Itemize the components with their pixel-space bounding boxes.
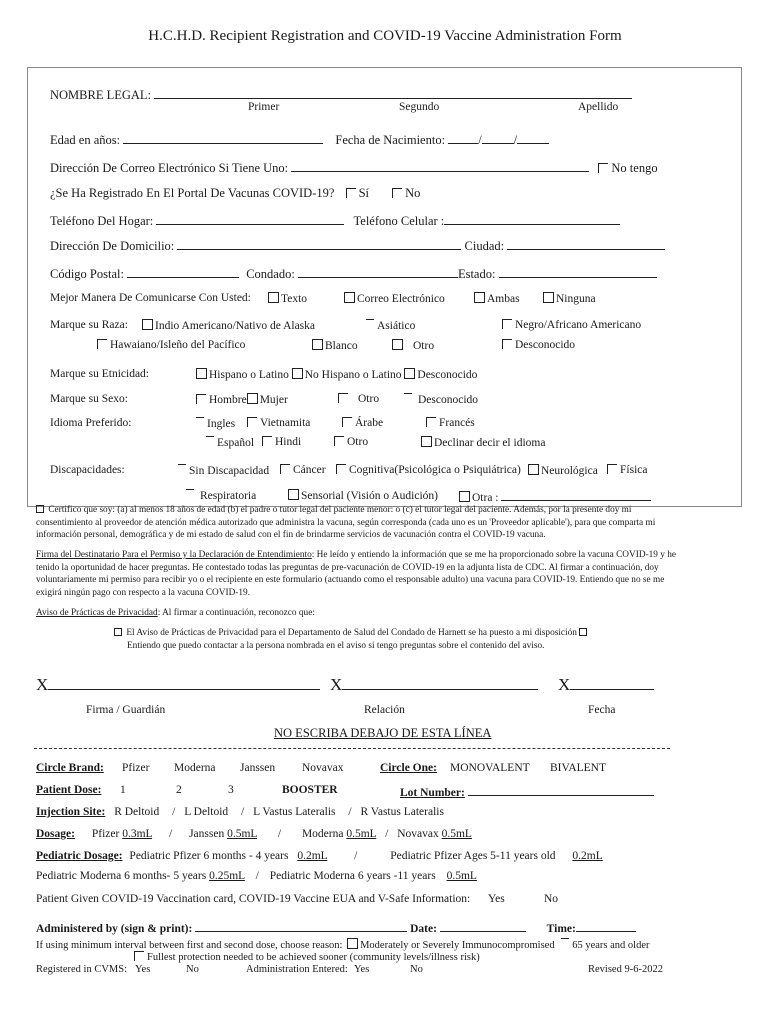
brand-row: [36, 762, 104, 774]
patient-dose-label: Patient Dose:: [36, 784, 102, 796]
fullest-checkbox[interactable]: [134, 951, 144, 961]
estado-label: Estado:: [457, 267, 496, 281]
relacion-sign-line[interactable]: [330, 675, 538, 695]
ninguna-option[interactable]: [543, 292, 596, 305]
revised-date: Revised 9-6-2022: [588, 964, 663, 975]
discapacidades-label: Discapacidades:: [50, 464, 125, 476]
vietnamita-option[interactable]: [247, 417, 310, 429]
correo-field[interactable]: [291, 159, 589, 172]
site-r-deltoid[interactable]: R Deltoid: [114, 806, 160, 818]
fecha-x: X: [558, 675, 571, 694]
espanol-label: Español: [217, 437, 255, 449]
otro-raza-option[interactable]: [392, 339, 434, 352]
ciudad-field[interactable]: [507, 237, 665, 250]
fecha-ano-field[interactable]: [517, 131, 549, 144]
desconocido-raza-checkbox[interactable]: [502, 339, 512, 349]
sin-disc-checkbox[interactable]: [178, 464, 186, 465]
administered-row: [36, 920, 636, 935]
indio-checkbox[interactable]: [142, 319, 153, 330]
pediatric-dosage-label: Pediatric Dosage:: [36, 850, 123, 862]
cognitiva-label: Cognitiva(Psicológica o Psiquiátrica): [349, 464, 521, 476]
edad-label: Edad en años:: [50, 133, 121, 147]
comunicarse-label: Mejor Manera De Comunicarse Con Usted:: [50, 292, 251, 304]
condado-label: Condado:: [246, 267, 295, 281]
espanol-option[interactable]: [206, 436, 254, 449]
fisica-checkbox[interactable]: [607, 464, 617, 474]
desconocido-sexo-label: Desconocido: [418, 394, 479, 406]
hispano-checkbox[interactable]: [196, 368, 207, 379]
firma-label: Firma / Guardián: [86, 704, 166, 716]
si-checkbox[interactable]: [346, 188, 356, 198]
no-hispano-label: No Hispano o Latino: [304, 369, 402, 381]
circle-brand-label: Circle Brand:: [36, 762, 104, 774]
cancer-label: Cáncer: [293, 464, 326, 476]
dosage-pfizer-ml[interactable]: 0.3mL: [122, 828, 153, 840]
otro-raza-label: Otro: [413, 340, 435, 352]
desconocido-etn-label: Desconocido: [417, 369, 478, 381]
dose-3[interactable]: 3: [228, 784, 234, 796]
mujer-label: Mujer: [259, 394, 288, 406]
site-l-deltoid[interactable]: L Deltoid: [184, 806, 229, 818]
divider-dashed-line: [34, 748, 670, 749]
lot-row: [400, 784, 654, 799]
correo-label: Dirección De Correo Electrónico Si Tiene Uno:: [50, 161, 289, 175]
ninguna-checkbox[interactable]: [543, 292, 554, 303]
indio-option[interactable]: [142, 319, 315, 332]
site-sep-2: /: [241, 806, 245, 818]
fisica-label: Física: [620, 464, 648, 476]
hindi-label: Hindi: [275, 436, 302, 448]
firma-paragraph: [36, 549, 680, 599]
negro-label: Negro/Africano Americano: [515, 319, 642, 331]
fecha-slash-1: /: [478, 133, 482, 147]
segundo-label: Segundo: [399, 101, 440, 113]
firma-sign-line[interactable]: [36, 675, 320, 695]
registered-yes[interactable]: Yes: [135, 964, 151, 975]
domicilio-label: Dirección De Domicilio:: [50, 239, 175, 253]
firma-text: : He leído y entiendo la información que se me ha proporcionado sobre la vacuna COVID-19 y he tenido la oportunidad de hacer preguntas. He contestado todas las preguntas de pre-vacunación de COVID-19 en la adjunta lista de CDC. Al firmar a continuación, doy voluntariamente mi permiso para recibir yo o el recipiente en este formulario (actuando como el responsable adulto) una vacuna para COVID-19. Entiendo que no se me exigirá ningún pago con respecto a la vacuna COVID-19.: [36, 550, 677, 598]
ped-moderna-6m-ml[interactable]: 0.25mL: [209, 870, 245, 882]
aviso-text: : Al firmar a continuación, reconozco que:: [157, 608, 315, 618]
blanco-checkbox[interactable]: [312, 339, 323, 350]
texto-label: Texto: [281, 293, 308, 305]
dose-2[interactable]: 2: [176, 784, 182, 796]
firma-heading: Firma del Destinatario Para el Permiso y la Declaración de Entendimiento: [36, 550, 312, 560]
tel-celular-field[interactable]: [444, 212, 620, 225]
ped-moderna-6y: Pediatric Moderna 6 years -11 years: [269, 870, 436, 882]
aviso-checkbox-2[interactable]: [579, 628, 587, 636]
texto-checkbox[interactable]: [268, 292, 279, 303]
lot-number-label: Lot Number:: [400, 787, 465, 799]
immuno-checkbox[interactable]: [347, 938, 358, 949]
years65-checkbox[interactable]: [561, 938, 569, 939]
cancer-option[interactable]: [280, 464, 326, 476]
cognitiva-option[interactable]: [336, 464, 521, 476]
date-label: Date:: [410, 923, 437, 935]
idioma-label: Idioma Preferido:: [50, 417, 132, 429]
asiatico-checkbox[interactable]: [366, 319, 374, 320]
asiatico-label: Asiático: [377, 320, 416, 332]
brand-moderna[interactable]: Moderna: [174, 762, 216, 774]
dosage-janssen-ml[interactable]: 0.5mL: [227, 828, 257, 840]
date-field[interactable]: [440, 920, 526, 932]
desconocido-raza-label: Desconocido: [515, 339, 576, 351]
estado-field[interactable]: [499, 265, 657, 278]
injection-site-row: [36, 806, 444, 818]
frances-checkbox[interactable]: [426, 417, 436, 427]
relacion-x: X: [330, 675, 343, 694]
no-hispano-checkbox[interactable]: [292, 368, 303, 379]
desconocido-sexo-checkbox[interactable]: [404, 393, 412, 394]
frances-option[interactable]: [426, 417, 475, 429]
sensorial-option[interactable]: [288, 489, 438, 502]
dosage-label: Dosage:: [36, 828, 75, 840]
correo-checkbox[interactable]: [344, 292, 355, 303]
hindi-checkbox[interactable]: [262, 436, 272, 446]
declinar-checkbox[interactable]: [421, 436, 432, 447]
respiratoria-label: Respiratoria: [200, 490, 257, 502]
blanco-label: Blanco: [325, 340, 358, 352]
fecha-mes-field[interactable]: [448, 131, 478, 144]
cancer-checkbox[interactable]: [280, 464, 290, 474]
otra-checkbox[interactable]: [459, 491, 470, 502]
etnicidad-label: Marque su Etnicidad:: [50, 368, 150, 380]
fecha-dia-field[interactable]: [482, 131, 514, 144]
ped-moderna-6y-ml[interactable]: 0.5mL: [446, 870, 477, 882]
fisica-option[interactable]: [607, 464, 647, 476]
no-tengo-label: No tengo: [611, 161, 658, 175]
cognitiva-checkbox[interactable]: [336, 464, 346, 474]
otro-idioma-checkbox[interactable]: [334, 436, 344, 446]
correo-option[interactable]: [344, 292, 445, 305]
ped-pfizer-5: Pediatric Pfizer Ages 5-11 years old: [390, 850, 556, 862]
fecha-field[interactable]: [570, 675, 654, 690]
admin-entered-no[interactable]: No: [410, 964, 423, 975]
ped-sep-1: /: [354, 850, 358, 862]
card-row: [36, 893, 470, 905]
aviso-checkbox[interactable]: [114, 628, 122, 636]
hombre-label: Hombre: [209, 394, 247, 406]
circle-one-label: Circle One:: [380, 762, 437, 774]
telefono-row: [50, 212, 620, 229]
texto-option[interactable]: [268, 292, 307, 305]
form-title: H.C.H.D. Recipient Registration and COVID-19 Vaccine Administration Form: [148, 28, 622, 44]
sin-disc-option[interactable]: [178, 464, 269, 477]
ninguna-label: Ninguna: [556, 293, 596, 305]
mujer-checkbox[interactable]: [247, 393, 258, 404]
tel-hogar-field[interactable]: [156, 212, 344, 225]
monovalent-option[interactable]: MONOVALENT: [450, 762, 530, 774]
dose-booster[interactable]: BOOSTER: [282, 784, 338, 796]
min-interval-row: [36, 938, 649, 951]
neurologica-option[interactable]: [528, 464, 598, 477]
sexo-label: Marque su Sexo:: [50, 393, 128, 405]
dosage-row: [36, 828, 472, 840]
years65-label: 65 years and older: [572, 940, 650, 951]
otro-idioma-label: Otro: [347, 436, 369, 448]
registrado-label: ¿Se Ha Registrado En El Portal De Vacunas COVID-19?: [50, 186, 335, 200]
card-no[interactable]: No: [544, 893, 559, 905]
certifico-paragraph: [36, 504, 680, 542]
aviso-item-text: El Aviso de Prácticas de Privacidad para el Departamento de Salud del Condado de Harnett se ha puesto a mi disposición: [126, 628, 577, 638]
respiratoria-option[interactable]: [186, 489, 256, 502]
no-label: No: [405, 186, 421, 200]
ambas-checkbox[interactable]: [474, 292, 485, 303]
desconocido-sexo-option[interactable]: [404, 393, 478, 406]
domicilio-field[interactable]: [177, 237, 461, 250]
desconocido-raza-option[interactable]: [502, 339, 575, 351]
registered-no[interactable]: No: [186, 964, 199, 975]
dosage-pfizer: Pfizer: [91, 828, 120, 840]
ped-moderna-6m: Pediatric Moderna 6 months- 5 years: [36, 870, 207, 882]
ped-sep-2: /: [255, 870, 259, 882]
blanco-option[interactable]: [312, 339, 358, 352]
nombre-field[interactable]: [154, 86, 632, 99]
dosage-novavax: Novavax: [397, 828, 439, 840]
no-checkbox[interactable]: [392, 188, 402, 198]
hawaiano-checkbox[interactable]: [97, 339, 107, 349]
aviso-item: [114, 627, 674, 652]
admin-entered-yes[interactable]: Yes: [354, 964, 370, 975]
admin-entered-label: Administration Entered:: [246, 964, 348, 975]
registered-label: Registered in CVMS:: [36, 964, 127, 975]
hombre-checkbox[interactable]: [196, 394, 206, 404]
site-l-vastus[interactable]: L Vastus Lateralis: [253, 806, 336, 818]
pediatric-row-2: [36, 870, 477, 882]
ingles-option[interactable]: [196, 417, 235, 430]
dosage-moderna: Moderna: [301, 828, 344, 840]
correo-option-label: Correo Electrónico: [357, 293, 445, 305]
espanol-checkbox[interactable]: [206, 436, 214, 437]
site-sep-1: /: [172, 806, 176, 818]
ingles-label: Ingles: [207, 418, 236, 430]
aviso-item2-text: Entiendo que puedo contactar a la persona nombrada en el aviso si tengo preguntas sobre el contenido del aviso.: [127, 640, 545, 651]
relacion-field[interactable]: [342, 675, 538, 690]
otra-field[interactable]: [501, 489, 651, 501]
dose-1[interactable]: 1: [120, 784, 126, 796]
declinar-option[interactable]: [421, 436, 545, 449]
negro-option[interactable]: [502, 319, 641, 331]
min-interval-label: If using minimum interval between first and second dose, choose reason:: [36, 940, 343, 951]
primer-label: Primer: [248, 101, 280, 113]
ingles-checkbox[interactable]: [196, 417, 204, 418]
ambas-option[interactable]: [474, 292, 520, 305]
ped-pfizer-6m-ml[interactable]: 0.2mL: [297, 850, 328, 862]
ambas-label: Ambas: [487, 293, 520, 305]
lot-number-field[interactable]: [468, 784, 654, 796]
bivalent-option[interactable]: BIVALENT: [550, 762, 607, 774]
administered-field[interactable]: [195, 920, 407, 932]
fecha-slash-2: /: [513, 133, 518, 147]
codigo-row: [50, 265, 657, 282]
no-tengo-checkbox[interactable]: [598, 163, 608, 173]
neurologica-label: Neurológica: [541, 465, 598, 477]
asiatico-option[interactable]: [366, 319, 415, 332]
relacion-label: Relación: [364, 704, 405, 716]
ped-pfizer-6m: Pediatric Pfizer 6 months - 4 years: [129, 850, 289, 862]
fecha-nac-label: Fecha de Nacimiento:: [335, 133, 446, 147]
raza-label: Marque su Raza:: [50, 319, 128, 331]
hawaiano-label: Hawaiano/Isleño del Pacífico: [110, 339, 246, 351]
domicilio-row: [50, 237, 665, 254]
hispano-label: Hispano o Latino: [209, 369, 289, 381]
fullest-row: [134, 951, 480, 963]
aviso-heading: Aviso de Prácticas de Privacidad: [36, 608, 158, 618]
otro-idioma-option[interactable]: [334, 436, 368, 448]
declinar-label: Declinar decir el idioma: [434, 437, 546, 449]
si-label: Sí: [358, 186, 369, 200]
codigo-field[interactable]: [127, 265, 239, 278]
aviso-paragraph: [36, 607, 680, 620]
brand-novavax[interactable]: Novavax: [302, 762, 344, 774]
ped-pfizer-5-ml[interactable]: 0.2mL: [572, 850, 603, 862]
otro-sexo-label: Otro: [358, 393, 380, 405]
site-sep-3: /: [348, 806, 352, 818]
sensorial-checkbox[interactable]: [288, 489, 299, 500]
apellido-label: Apellido: [578, 101, 619, 113]
respiratoria-checkbox[interactable]: [186, 489, 194, 490]
sensorial-label: Sensorial (Visión o Audición): [301, 490, 438, 502]
dosage-novavax-ml[interactable]: 0.5mL: [441, 828, 472, 840]
dosage-janssen: Janssen: [189, 828, 225, 840]
fecha-sign-line[interactable]: [558, 675, 654, 695]
site-r-vastus[interactable]: R Vastus Lateralis: [360, 806, 444, 818]
etnicidad-options: [196, 368, 477, 381]
desconocido-etn-checkbox[interactable]: [404, 368, 415, 379]
brand-pfizer[interactable]: Pfizer: [122, 762, 150, 774]
time-label: Time:: [546, 923, 576, 935]
edad-field[interactable]: [123, 131, 323, 144]
nombre-label: NOMBRE LEGAL:: [50, 88, 152, 102]
otro-sexo-checkbox[interactable]: [338, 393, 348, 403]
arabe-label: Árabe: [355, 417, 384, 429]
card-label: Patient Given COVID-19 Vaccination card, COVID-19 Vaccine EUA and V-Safe Information:: [36, 893, 471, 905]
no-escriba-heading: NO ESCRIBA DEBAJO DE ESTA LÍNEA: [274, 726, 492, 740]
certifico-checkbox[interactable]: [36, 505, 44, 513]
neurologica-checkbox[interactable]: [528, 464, 539, 475]
fecha-label: Fecha: [588, 704, 616, 716]
vietnamita-label: Vietnamita: [260, 417, 311, 429]
time-field[interactable]: [576, 920, 636, 932]
tel-celular-label: Teléfono Celular :: [353, 214, 445, 228]
dosage-sep-3: /: [385, 828, 389, 840]
otra-option[interactable]: [459, 489, 651, 504]
immuno-label: Moderately or Severely Immunocompromised: [360, 940, 555, 951]
administered-label: Administered by (sign & print):: [36, 923, 193, 935]
otro-sexo-option[interactable]: [338, 393, 379, 405]
fullest-label: Fullest protection needed to be achieved sooner (community levels/illness risk): [147, 952, 480, 963]
negro-checkbox[interactable]: [502, 319, 512, 329]
certifico-text: Certifico que soy: (a) al menos 18 años de edad (b) el padre o tutor legal del paciente menor: o (c) el tutor legal del paciente. Además, por la presente doy mi consentimiento al proveedor de atención médica autorizado que administra la vacuna, según corresponda (cada uno es un 'Proveedor aplicable'), para que comparta mi información personal, demográfica y de mi estado de salud con el fin de brindarme servicios de vacunación contra el COVID-19 vacuna.: [36, 505, 656, 541]
indio-label: Indio Americano/Nativo de Alaska: [155, 320, 316, 332]
dosage-sep-1: /: [168, 828, 173, 840]
correo-row: [50, 159, 658, 176]
tel-hogar-label: Teléfono Del Hogar:: [50, 214, 154, 228]
arabe-checkbox[interactable]: [342, 417, 352, 427]
registrado-row: [50, 186, 420, 201]
sin-disc-label: Sin Discapacidad: [189, 465, 270, 477]
dosage-sep-2: /: [277, 828, 282, 840]
hawaiano-option[interactable]: [97, 339, 245, 351]
arabe-option[interactable]: [342, 417, 383, 429]
firma-x: X: [36, 675, 49, 694]
dosage-moderna-ml[interactable]: 0.5mL: [346, 828, 377, 840]
vietnamita-checkbox[interactable]: [247, 417, 257, 427]
edad-row: [50, 131, 549, 148]
otro-raza-checkbox[interactable]: [392, 339, 403, 350]
pediatric-row-1: [36, 850, 603, 862]
condado-field[interactable]: [298, 265, 458, 278]
sexo-options-a: [196, 393, 288, 406]
injection-site-label: Injection Site:: [36, 806, 106, 818]
frances-label: Francés: [439, 417, 475, 429]
card-yes[interactable]: Yes: [488, 893, 505, 905]
hindi-option[interactable]: [262, 436, 301, 448]
firma-field[interactable]: [48, 675, 320, 690]
ciudad-label: Ciudad:: [464, 239, 505, 253]
nombre-row: [50, 86, 632, 103]
otra-label: Otra :: [472, 492, 499, 504]
codigo-label: Código Postal:: [50, 267, 124, 281]
brand-janssen[interactable]: Janssen: [240, 762, 276, 774]
